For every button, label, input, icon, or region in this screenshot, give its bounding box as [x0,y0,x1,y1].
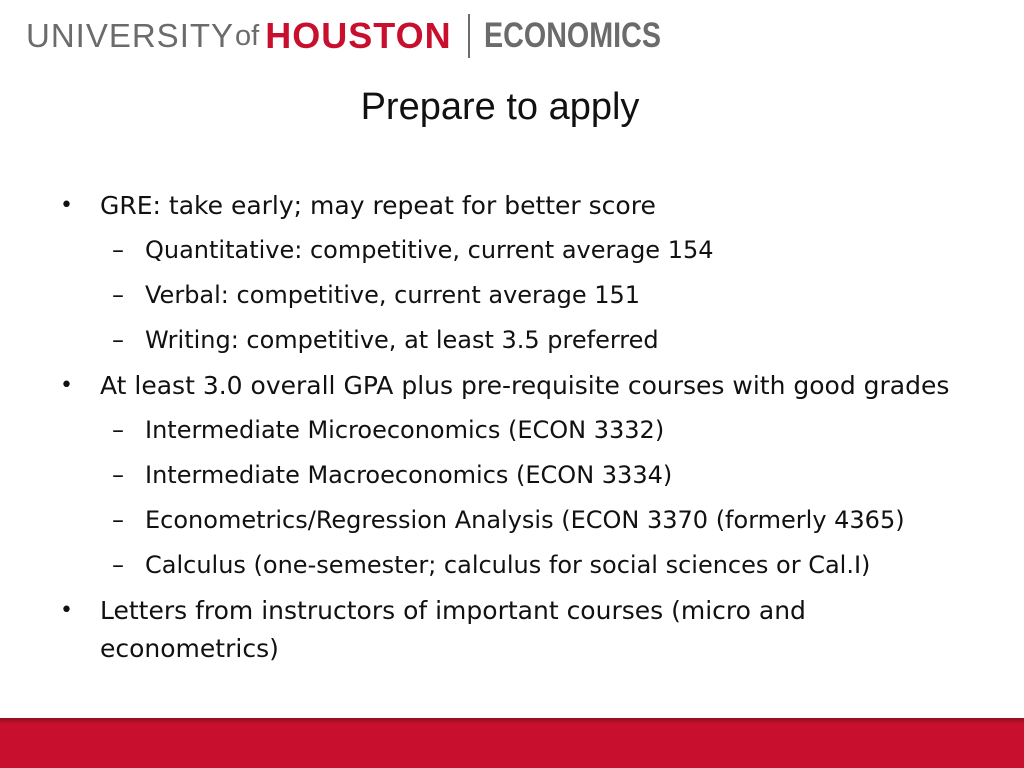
bullet-list [0,183,1024,668]
dash-marker: – [112,551,124,579]
sub-bullet-text: Verbal: competitive, current average 151 [145,281,641,309]
sub-bullet-text: Writing: competitive, at least 3.5 preferred [145,326,659,354]
bullet-letters [0,588,860,668]
dash-marker: – [112,416,124,444]
sub-bullet-writing [0,318,1024,363]
sub-bullet-verbal [0,273,1024,318]
dash-marker: – [112,326,124,354]
bullet-text: GRE: take early; may repeat for better score [100,191,656,220]
bullet-text: Letters from instructors of important courses (micro and econometrics) [100,596,806,663]
sub-bullet-quantitative [0,228,1024,273]
logo-of-text: of [235,19,260,52]
bullet-marker: • [60,598,73,623]
sub-bullet-text: Calculus (one-semester; calculus for social sciences or Cal.I) [145,551,871,579]
dash-marker: – [112,506,124,534]
dash-marker: – [112,236,124,264]
slide-title: Prepare to apply [360,86,640,128]
logo-department-text: ECONOMICS [483,16,661,55]
sub-bullet-macro [0,453,1024,498]
sub-bullet-econometrics [0,498,1024,543]
footer-bar [0,718,1024,768]
sub-bullet-calculus [0,543,1024,588]
sub-bullet-text: Quantitative: competitive, current average 154 [145,236,714,264]
bullet-gre [0,183,1024,228]
logo-houston-text: HOUSTON [265,15,452,56]
logo-divider [468,14,470,58]
sub-bullet-micro [0,408,1024,453]
sub-bullet-text: Econometrics/Regression Analysis (ECON 3370 (formerly 4365) [145,506,905,534]
dash-marker: – [112,461,124,489]
sub-bullet-text: Intermediate Macroeconomics (ECON 3334) [145,461,673,489]
sub-bullet-text: Intermediate Microeconomics (ECON 3332) [145,416,665,444]
bullet-gpa [0,363,1024,408]
logo-university-text: UNIVERSITY [26,17,235,54]
bullet-marker: • [60,373,73,398]
dash-marker: – [112,281,124,309]
bullet-marker: • [60,193,73,218]
bullet-text: At least 3.0 overall GPA plus pre-requisite courses with good grades [100,371,950,400]
university-logo [26,12,699,60]
